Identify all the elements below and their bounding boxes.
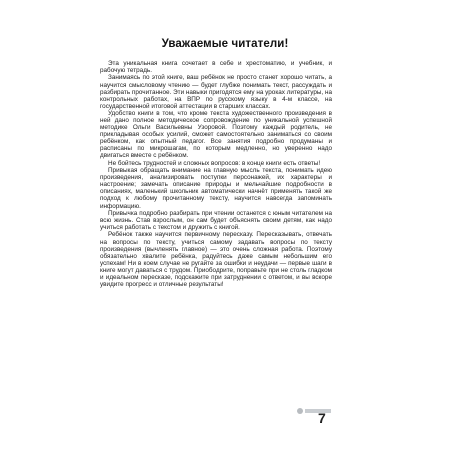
page-number: 7 bbox=[318, 410, 326, 426]
page-title: Уважаемые читатели! bbox=[161, 38, 289, 50]
paragraph-1: Эта уникальная книга сочетает в себе и хрестоматию, и учебник, и рабочую тетрадь. bbox=[100, 60, 332, 75]
paragraph-4: Не бойтесь трудностей и сложных вопросов: в конце книги есть ответы! bbox=[108, 159, 321, 167]
paragraph-7: Ребёнок также научится первичному пересказу. Пересказывать, отвечать на вопросы по тексту, учиться самому задавать вопросы по тексту произведения (вычленять главное) — это очень сложная работа. Поэтому обязательно хвалите ребёнка, радуйтесь даже самым небольшим его успехам! Ни в коем случае не ругайте за ошибки и неудачи — первые шаги в книге могут даваться с трудом. Приободрите, поправьте при не столь гладком и идеальном пересказе, подскажите при затруднении с ответом, и вы вскоре увидите прогресс и отличные результаты! bbox=[100, 231, 332, 288]
paragraph-5: Привыкая обращать внимание на главную мысль текста, понимать идею произведения, анализировать поступки персонажей, их характеры и настроение; замечать описание природы и мельчайшие подробности в описаниях, маленький школьник автоматически начнёт применять такой же подход к любому прочитанному тексту, научится навсегда запоминать информацию. bbox=[100, 167, 332, 210]
footer-dot bbox=[297, 408, 303, 414]
paragraph-6: Привычка подробно разбирать при чтении останется с юным читателем на всю жизнь. Став взрослым, он сам будет объяснять своим детям, как надо учиться работать с текстом и дружить с книгой. bbox=[100, 209, 332, 232]
paragraph-2: Занимаясь по этой книге, ваш ребёнок не просто станет хорошо читать, а научится смысловому чтению — будет глубже понимать текст, рассуждать и разбирать прочитанное. Эти навыки пригодятся ему на уроках литературы, на контрольных работах, на ВПР по русскому языку в 4-м классе, на государственной итоговой аттестации в старших классах. bbox=[100, 74, 332, 110]
paragraph-3: Удобство книги в том, что кроме текста художественного произведения в ней дано полное методическое сопровождение по уникальной успешной методике Ольги Васильевны Узоровой. Поэтому каждый родитель, не прикладывая особых усилий, сможет самостоятельно заниматься со своим ребёнком, как опытный педагог. Все занятия подробно продуманы и расписаны по микрошагам, по которым медленно, но уверенно надо двигаться вместе с ребёнком. bbox=[100, 110, 332, 160]
body-text bbox=[100, 60, 332, 288]
